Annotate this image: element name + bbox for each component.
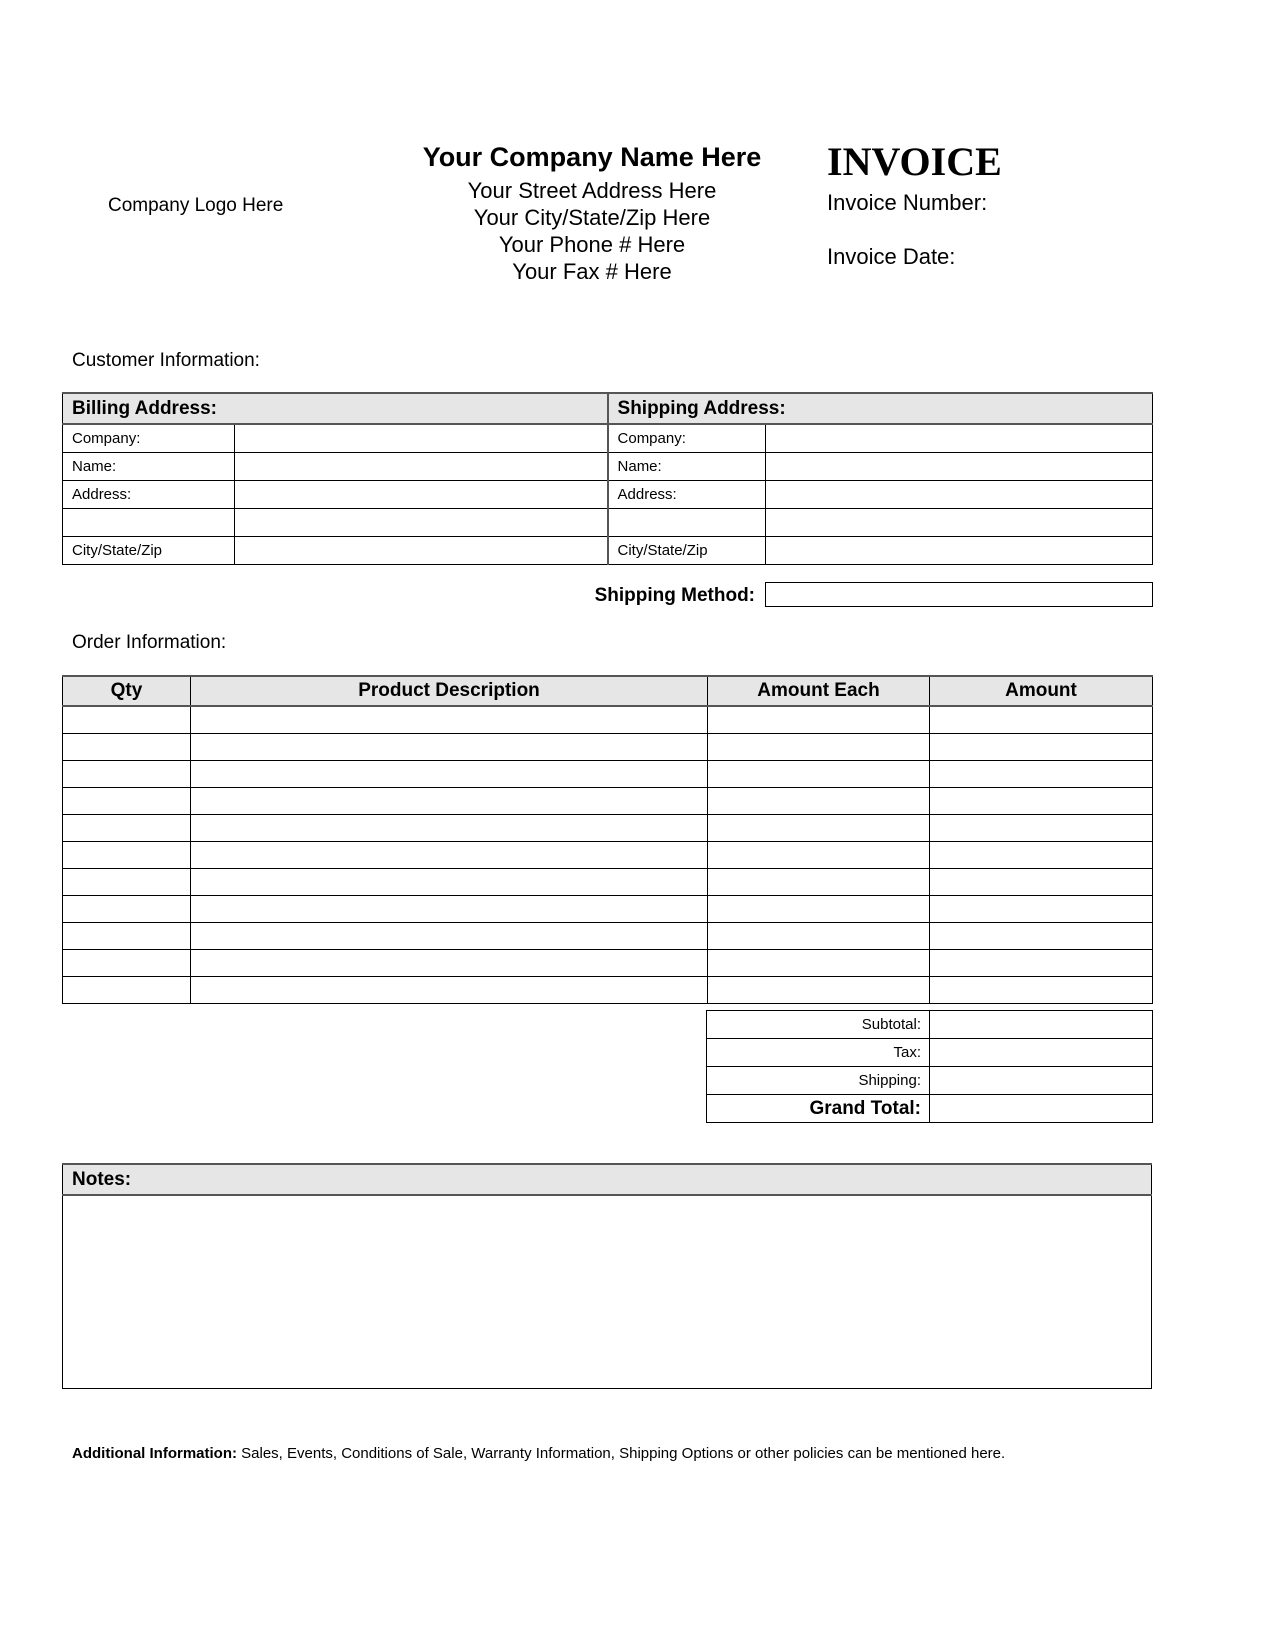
order-rows-body [63, 706, 1153, 1004]
billing-address-label: Address: [63, 481, 235, 509]
totals-value-tax[interactable] [930, 1039, 1153, 1067]
billing-company-field[interactable] [235, 424, 608, 453]
company-phone: Your Phone # Here [498, 232, 686, 257]
billing-company-label: Company: [63, 424, 235, 453]
totals-row [707, 1039, 1153, 1067]
totals-label-subtotal: Subtotal: [707, 1011, 930, 1039]
table-row [63, 842, 1153, 869]
totals-value-subtotal[interactable] [930, 1011, 1153, 1039]
table-row [63, 424, 1153, 453]
order-cell-amount-each[interactable] [708, 950, 930, 977]
notes-table [62, 1163, 1152, 1389]
shipping-company-label: Company: [608, 424, 766, 453]
column-header-qty: Qty [63, 676, 191, 706]
billing-city-state-zip-field[interactable] [235, 537, 608, 565]
customer-information-label: Customer Information: [72, 350, 260, 371]
table-row [63, 481, 1153, 509]
shipping-address2-field[interactable] [766, 509, 1153, 537]
order-cell-amount[interactable] [930, 706, 1153, 734]
order-cell-description[interactable] [191, 896, 708, 923]
table-row [63, 815, 1153, 842]
invoice-header [62, 140, 1152, 310]
column-header-product-description: Product Description [191, 676, 708, 706]
order-cell-qty[interactable] [63, 734, 191, 761]
order-cell-amount-each[interactable] [708, 977, 930, 1004]
column-header-amount-each: Amount Each [708, 676, 930, 706]
company-name: Your Company Name Here [422, 142, 762, 172]
order-cell-amount-each[interactable] [708, 761, 930, 788]
order-cell-amount[interactable] [930, 761, 1153, 788]
totals-label-shipping: Shipping: [707, 1067, 930, 1095]
order-cell-qty[interactable] [63, 950, 191, 977]
table-row [63, 509, 1153, 537]
order-cell-amount[interactable] [930, 815, 1153, 842]
notes-body-row [63, 1195, 1152, 1389]
order-cell-description[interactable] [191, 869, 708, 896]
billing-name-label: Name: [63, 453, 235, 481]
order-cell-amount[interactable] [930, 950, 1153, 977]
billing-name-field[interactable] [235, 453, 608, 481]
totals-row [707, 1011, 1153, 1039]
additional-information-label: Additional Information: [72, 1445, 237, 1462]
order-cell-qty[interactable] [63, 869, 191, 896]
order-cell-description[interactable] [191, 734, 708, 761]
order-cell-amount-each[interactable] [708, 869, 930, 896]
table-row [63, 453, 1153, 481]
order-cell-amount-each[interactable] [708, 923, 930, 950]
order-information-label: Order Information: [72, 632, 227, 653]
order-items-table [62, 675, 1153, 1004]
billing-address2-label [63, 509, 235, 537]
billing-address2-field[interactable] [235, 509, 608, 537]
order-cell-amount[interactable] [930, 896, 1153, 923]
company-city-state-zip: Your City/State/Zip Here [473, 205, 711, 230]
order-cell-qty[interactable] [63, 706, 191, 734]
table-row [63, 950, 1153, 977]
address-table [62, 392, 1153, 565]
address-header-row [63, 393, 1153, 424]
order-cell-description[interactable] [191, 788, 708, 815]
additional-information [72, 1444, 1162, 1464]
totals-row [707, 1067, 1153, 1095]
shipping-name-field[interactable] [766, 453, 1153, 481]
shipping-method-input[interactable] [765, 582, 1153, 607]
shipping-name-label: Name: [608, 453, 766, 481]
order-cell-amount-each[interactable] [708, 788, 930, 815]
order-cell-amount-each[interactable] [708, 842, 930, 869]
order-cell-qty[interactable] [63, 761, 191, 788]
order-cell-amount[interactable] [930, 788, 1153, 815]
table-row [63, 537, 1153, 565]
invoice-meta-block [827, 140, 1157, 272]
table-row [63, 706, 1153, 734]
order-cell-amount[interactable] [930, 977, 1153, 1004]
order-cell-qty[interactable] [63, 977, 191, 1004]
order-cell-qty[interactable] [63, 923, 191, 950]
order-cell-amount[interactable] [930, 734, 1153, 761]
notes-header-row [63, 1164, 1152, 1195]
invoice-date-label: Invoice Date: [827, 244, 956, 269]
company-fax: Your Fax # Here [512, 259, 672, 284]
shipping-address-header: Shipping Address: [608, 393, 1153, 424]
table-row [63, 869, 1153, 896]
table-row [63, 788, 1153, 815]
order-cell-description[interactable] [191, 950, 708, 977]
totals-body [707, 1011, 1153, 1123]
order-cell-description[interactable] [191, 761, 708, 788]
order-cell-description[interactable] [191, 706, 708, 734]
company-logo-placeholder: Company Logo Here [108, 195, 284, 216]
billing-city-state-zip-label: City/State/Zip [63, 537, 235, 565]
additional-information-text: Sales, Events, Conditions of Sale, Warranty Information, Shipping Options or other policies can be mentioned here. [236, 1445, 1006, 1462]
table-row [63, 896, 1153, 923]
order-cell-amount[interactable] [930, 842, 1153, 869]
order-cell-amount[interactable] [930, 923, 1153, 950]
order-cell-amount-each[interactable] [708, 706, 930, 734]
order-cell-qty[interactable] [63, 842, 191, 869]
shipping-address2-label [608, 509, 766, 537]
table-row [63, 761, 1153, 788]
column-header-amount: Amount [930, 676, 1153, 706]
table-row [63, 923, 1153, 950]
order-cell-qty[interactable] [63, 815, 191, 842]
company-info-block [382, 140, 802, 285]
order-cell-description[interactable] [191, 923, 708, 950]
order-cell-amount-each[interactable] [708, 896, 930, 923]
notes-header: Notes: [63, 1164, 1152, 1195]
order-cell-qty[interactable] [63, 788, 191, 815]
totals-value-shipping[interactable] [930, 1067, 1153, 1095]
order-cell-description[interactable] [191, 977, 708, 1004]
notes-textarea[interactable] [63, 1195, 1152, 1389]
invoice-title: INVOICE [827, 139, 1002, 184]
shipping-method-row [575, 582, 1155, 610]
order-cell-amount[interactable] [930, 869, 1153, 896]
shipping-city-state-zip-field[interactable] [766, 537, 1153, 565]
shipping-company-field[interactable] [766, 424, 1153, 453]
billing-address-header: Billing Address: [63, 393, 608, 424]
invoice-number-label: Invoice Number: [827, 190, 988, 215]
totals-label-grand-total: Grand Total: [707, 1095, 930, 1123]
totals-row [707, 1095, 1153, 1123]
shipping-address-label: Address: [608, 481, 766, 509]
order-header-row [63, 676, 1153, 706]
shipping-address-field[interactable] [766, 481, 1153, 509]
order-cell-description[interactable] [191, 815, 708, 842]
shipping-city-state-zip-label: City/State/Zip [608, 537, 766, 565]
order-cell-amount-each[interactable] [708, 815, 930, 842]
table-row [63, 977, 1153, 1004]
totals-value-grand-total[interactable] [930, 1095, 1153, 1123]
table-row [63, 734, 1153, 761]
company-street-address: Your Street Address Here [467, 178, 717, 203]
totals-label-tax: Tax: [707, 1039, 930, 1067]
order-cell-qty[interactable] [63, 896, 191, 923]
totals-table [706, 1010, 1153, 1123]
order-cell-description[interactable] [191, 842, 708, 869]
billing-address-field[interactable] [235, 481, 608, 509]
order-cell-amount-each[interactable] [708, 734, 930, 761]
shipping-method-label: Shipping Method: [594, 585, 755, 606]
